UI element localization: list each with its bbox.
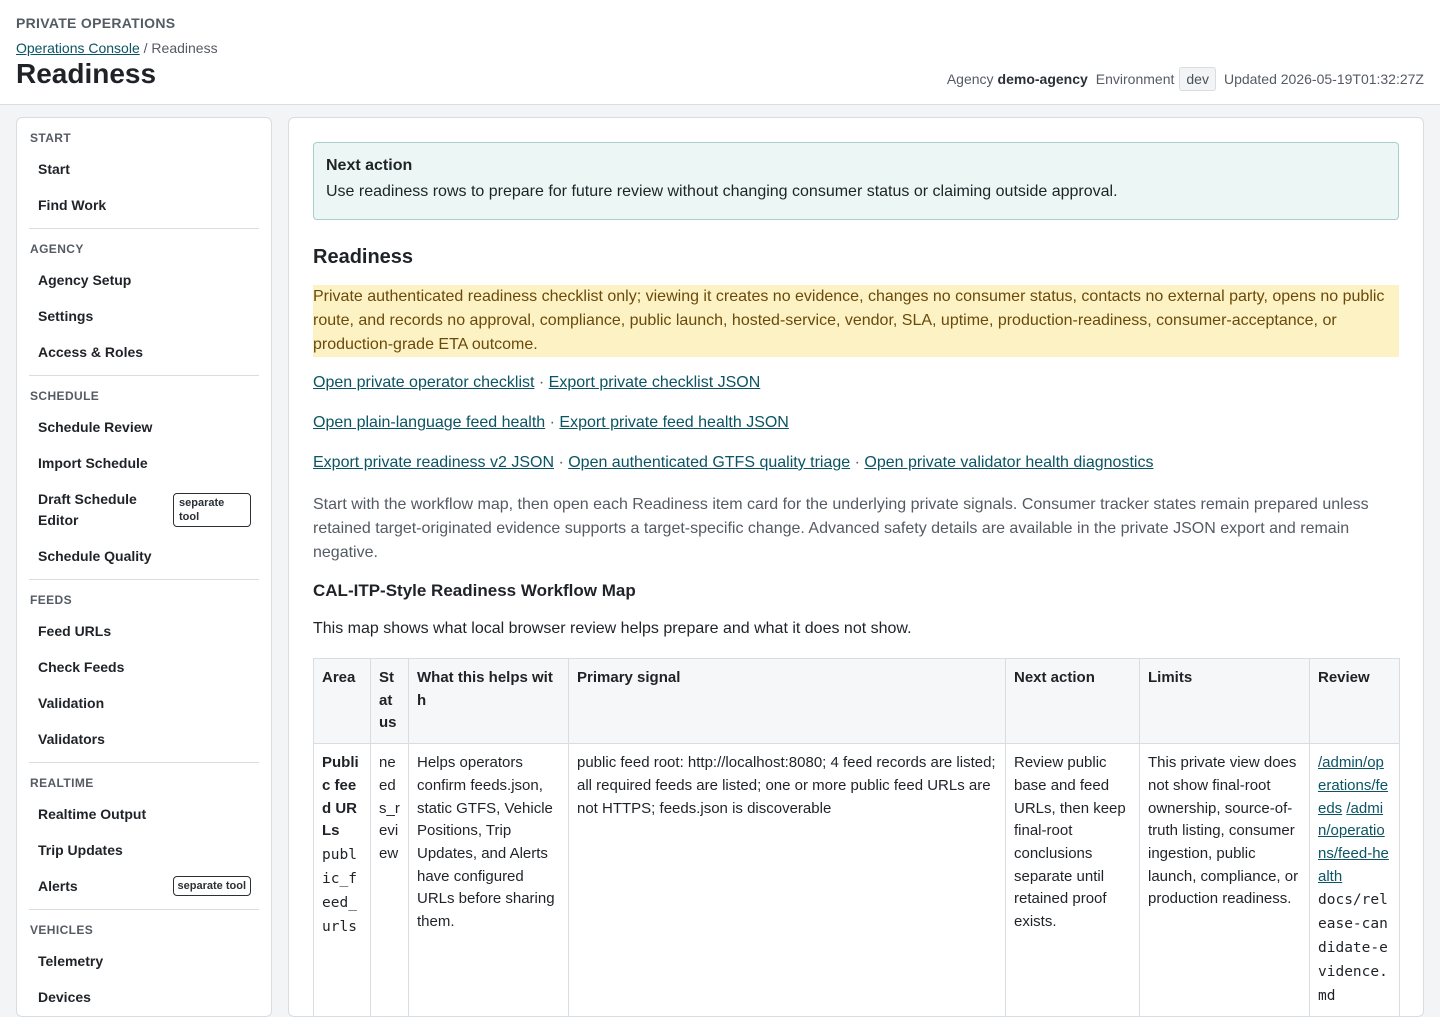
column-header-next-action: Next action <box>1006 659 1140 744</box>
nav-section-realtime <box>29 763 259 910</box>
link-separator: · <box>534 374 549 391</box>
open-checklist-link[interactable]: Open private operator checklist <box>313 374 535 391</box>
sidebar-item-label: Alerts <box>38 877 78 894</box>
sidebar-item-find-work[interactable] <box>29 187 259 223</box>
sidebar-item-trip-updates[interactable] <box>29 832 259 868</box>
table-row <box>314 744 1400 1017</box>
updated-timestamp: Updated 2026-05-19T01:32:27Z <box>1223 71 1424 87</box>
review-feed-health-link[interactable]: /admin/operations/feed-health <box>1318 799 1389 885</box>
workflow-map-title: CAL-ITP-Style Readiness Workflow Map <box>313 581 636 600</box>
main-content <box>288 117 1424 1017</box>
review-cell <box>1310 744 1400 1017</box>
sidebar-item-label: Access & Roles <box>38 343 144 360</box>
column-header-status: Status <box>371 659 409 744</box>
agency-label: Agency <box>946 71 994 87</box>
sidebar-item-schedule-quality[interactable] <box>29 538 259 574</box>
helps-cell: Helps operators confirm feeds.json, static GTFS, Vehicle Positions, Trip Updates, and Alerts have configured URLs before sharing them. <box>409 744 569 1017</box>
area-code: public_feed_urls <box>322 846 357 935</box>
link-separator: · <box>554 454 569 471</box>
export-feed-health-link[interactable]: Export private feed health JSON <box>559 414 789 431</box>
sidebar-item-label: Telemetry <box>38 952 104 969</box>
link-separator: · <box>850 454 865 471</box>
nav-heading-schedule: SCHEDULE <box>30 389 100 403</box>
agency-value: demo-agency <box>997 71 1088 87</box>
sidebar-item-agency-setup[interactable] <box>29 262 259 298</box>
nav-section-schedule <box>29 376 259 580</box>
nav-section-agency <box>29 229 259 376</box>
sidebar-item-draft-schedule-editor[interactable] <box>29 481 259 538</box>
nav-section-vehicles <box>29 910 259 1017</box>
open-gtfs-triage-link[interactable]: Open authenticated GTFS quality triage <box>568 454 851 471</box>
next-action-title: Next action <box>326 157 413 174</box>
sidebar-item-label: Devices <box>38 988 91 1005</box>
export-readiness-v2-link[interactable]: Export private readiness v2 JSON <box>313 454 554 471</box>
next-action-callout <box>313 142 1399 220</box>
separate-tool-badge: separate tool <box>173 493 251 527</box>
table-header-row <box>314 659 1400 744</box>
sidebar-item-validators[interactable] <box>29 721 259 757</box>
sidebar-item-realtime-output[interactable] <box>29 796 259 832</box>
sidebar-item-label: Draft Schedule Editor <box>38 490 137 528</box>
sidebar-item-label: Validation <box>38 694 105 711</box>
sidebar-item-label: Settings <box>38 307 94 324</box>
private-scope-warning: Private authenticated readiness checklist only; viewing it creates no evidence, changes no consumer status, contacts no external party, opens no public route, and records no approval, compliance, public launch, hosted-service, vendor, SLA, uptime, production-readiness, consumer-acceptance, or production-grade ETA outcome. <box>313 285 1399 357</box>
breadcrumb-separator: / <box>139 40 152 56</box>
area-name: Public feed URLs <box>322 754 359 840</box>
sidebar-item-label: Start <box>38 160 70 177</box>
review-evidence-doc: docs/release-candidate-evidence.md <box>1318 892 1388 1005</box>
limits-cell: This private view does not show final-root ownership, source-of-truth listing, consumer ingestion, public launch, compliance, or production readiness. <box>1140 744 1310 1017</box>
environment-badge: dev <box>1179 67 1216 91</box>
sidebar-item-import-schedule[interactable] <box>29 445 259 481</box>
sidebar-item-alerts[interactable] <box>29 868 259 904</box>
breadcrumb-link-operations-console[interactable]: Operations Console <box>16 40 140 56</box>
nav-heading-feeds: FEEDS <box>30 593 73 607</box>
link-row-feed-health <box>313 414 789 432</box>
nav-section-feeds <box>29 580 259 763</box>
status-cell: needs_review <box>371 744 409 1017</box>
section-title: Readiness <box>313 246 414 268</box>
page-title: Readiness <box>16 58 157 89</box>
nav-heading-realtime: REALTIME <box>30 776 94 790</box>
sidebar-item-label: Feed URLs <box>38 622 112 639</box>
nav-heading-start: START <box>30 131 72 145</box>
sidebar-item-check-feeds[interactable] <box>29 649 259 685</box>
column-header-review: Review <box>1310 659 1400 744</box>
sidebar-item-label: Realtime Output <box>38 805 147 822</box>
environment-label: Environment <box>1095 71 1175 87</box>
context-meta <box>947 67 1424 91</box>
review-feeds-link[interactable]: /admin/operations/feeds <box>1318 754 1389 817</box>
workflow-intro: Start with the workflow map, then open each Readiness item card for the underlying private signals. Consumer tracker states remain prepared unless retained target-originated evidence supports a target-specific change. Advanced safety details are available in the private JSON export and remain negative. <box>313 496 1369 561</box>
primary-signal-cell: public feed root: http://localhost:8080; 4 feed records are listed; all required feeds are listed; one or more public feed URLs are not HTTPS; feeds.json is discoverable <box>569 744 1006 1017</box>
sidebar-nav <box>16 117 272 1017</box>
sidebar-item-label: Trip Updates <box>38 841 123 858</box>
sidebar-item-devices[interactable] <box>29 979 259 1015</box>
workflow-map-description: This map shows what local browser review helps prepare and what it does not show. <box>313 620 912 637</box>
breadcrumb <box>16 40 218 56</box>
link-row-diagnostics <box>313 454 1153 472</box>
column-header-limits: Limits <box>1140 659 1310 744</box>
open-validator-health-link[interactable]: Open private validator health diagnostics <box>864 454 1154 471</box>
sidebar-item-label: Validators <box>38 730 105 747</box>
sidebar-item-access-roles[interactable] <box>29 334 259 370</box>
sidebar-item-label: Import Schedule <box>38 454 148 471</box>
next-action-cell: Review public base and feed URLs, then keep final-root conclusions separate until retained proof exists. <box>1006 744 1140 1017</box>
sidebar-item-label: Schedule Quality <box>38 547 152 564</box>
export-checklist-link[interactable]: Export private checklist JSON <box>548 374 761 391</box>
nav-heading-vehicles: VEHICLES <box>30 923 94 937</box>
link-separator: · <box>545 414 560 431</box>
link-row-checklist <box>313 374 760 392</box>
sidebar-item-telemetry[interactable] <box>29 943 259 979</box>
area-cell <box>314 744 371 1017</box>
breadcrumb-current: Readiness <box>151 40 218 56</box>
column-header-helps: What this helps with <box>409 659 569 744</box>
sidebar-item-label: Check Feeds <box>38 658 125 675</box>
nav-heading-agency: AGENCY <box>30 242 84 256</box>
sidebar-item-label: Agency Setup <box>38 271 132 288</box>
org-label: PRIVATE OPERATIONS <box>16 15 176 31</box>
sidebar-item-validation[interactable] <box>29 685 259 721</box>
sidebar-item-start[interactable] <box>29 151 259 187</box>
column-header-signal: Primary signal <box>569 659 1006 744</box>
workflow-map-table <box>313 658 1400 1017</box>
sidebar-item-label: Find Work <box>38 196 107 213</box>
next-action-body: Use readiness rows to prepare for future review without changing consumer status or claiming outside approval. <box>326 183 1118 200</box>
open-feed-health-link[interactable]: Open plain-language feed health <box>313 414 546 431</box>
sidebar-item-settings[interactable] <box>29 298 259 334</box>
separate-tool-badge: separate tool <box>173 876 251 896</box>
sidebar-item-feed-urls[interactable] <box>29 613 259 649</box>
nav-section-start <box>29 118 259 229</box>
sidebar-item-label: Schedule Review <box>38 418 153 435</box>
top-header <box>0 0 1440 105</box>
sidebar-item-schedule-review[interactable] <box>29 409 259 445</box>
column-header-area: Area <box>314 659 371 744</box>
